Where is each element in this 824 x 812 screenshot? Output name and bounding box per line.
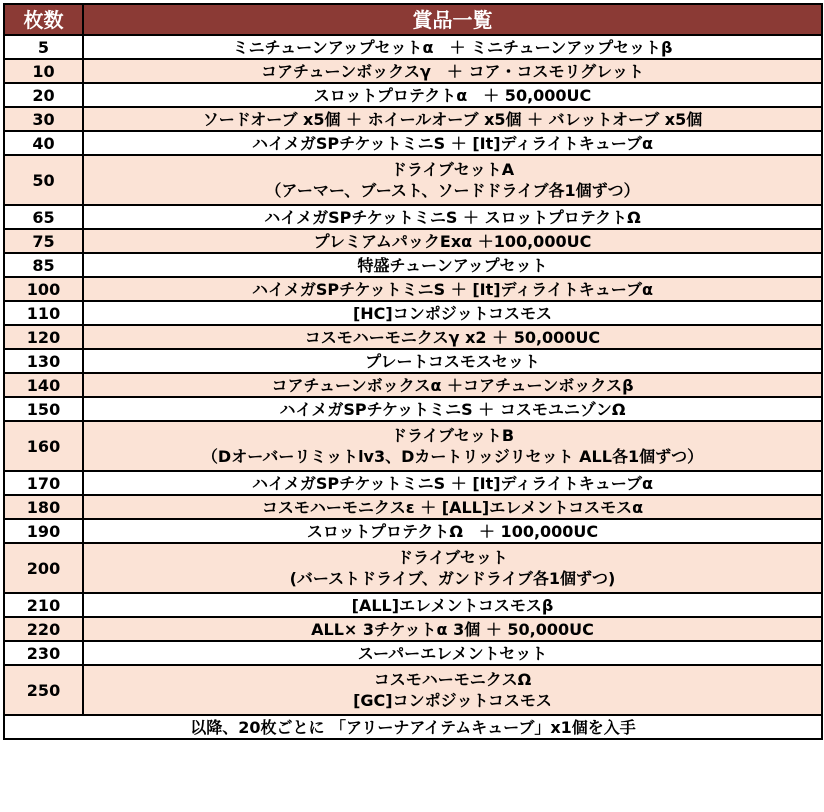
prize-cell bbox=[83, 397, 822, 421]
count-cell: 230 bbox=[4, 641, 83, 665]
prize-text: スロットプロテクトΩ ＋ 100,000UC bbox=[306, 521, 599, 541]
prize-cell bbox=[83, 421, 822, 471]
table-row bbox=[4, 373, 822, 397]
prize-text: コアチューンボックスα ＋コアチューンボックスβ bbox=[271, 375, 634, 395]
prize-text: プレートコスモスセット bbox=[365, 351, 540, 371]
prize-text: ハイメガSPチケットミニS ＋ コスモユニゾンΩ bbox=[279, 399, 626, 419]
prize-cell bbox=[83, 131, 822, 155]
count-cell: 150 bbox=[4, 397, 83, 421]
count-cell: 5 bbox=[4, 35, 83, 59]
count-cell: 75 bbox=[4, 229, 83, 253]
prize-text: [ALL]エレメントコスモスβ bbox=[351, 595, 554, 615]
table-row bbox=[4, 131, 822, 155]
table-row bbox=[4, 205, 822, 229]
prize-cell bbox=[83, 325, 822, 349]
prize-cell bbox=[83, 205, 822, 229]
table-row bbox=[4, 325, 822, 349]
prize-cell bbox=[83, 155, 822, 205]
count-cell: 180 bbox=[4, 495, 83, 519]
prize-cell bbox=[83, 301, 822, 325]
prize-text: [GC]コンポジットコスモス bbox=[353, 691, 552, 710]
count-cell: 220 bbox=[4, 617, 83, 641]
prize-text: コアチューンボックスγ ＋ コア・コスモリグレット bbox=[260, 61, 645, 81]
prize-cell bbox=[83, 471, 822, 495]
prize-cell bbox=[83, 59, 822, 83]
count-cell: 30 bbox=[4, 107, 83, 131]
count-cell: 65 bbox=[4, 205, 83, 229]
table-row bbox=[4, 301, 822, 325]
prize-text: スーパーエレメントセット bbox=[357, 643, 548, 663]
count-cell: 170 bbox=[4, 471, 83, 495]
table-row bbox=[4, 665, 822, 715]
prize-text: [HC]コンポジットコスモス bbox=[352, 303, 553, 323]
table-row bbox=[4, 543, 822, 593]
table-row bbox=[4, 397, 822, 421]
header-prize-list: 賞品一覧 bbox=[83, 4, 822, 35]
count-cell: 120 bbox=[4, 325, 83, 349]
table-row bbox=[4, 35, 822, 59]
prize-cell bbox=[83, 253, 822, 277]
table-header-row bbox=[4, 4, 822, 35]
prize-cell bbox=[83, 495, 822, 519]
count-cell: 85 bbox=[4, 253, 83, 277]
table-row bbox=[4, 593, 822, 617]
count-cell: 190 bbox=[4, 519, 83, 543]
table-row bbox=[4, 229, 822, 253]
table-row bbox=[4, 641, 822, 665]
count-cell: 140 bbox=[4, 373, 83, 397]
count-cell: 20 bbox=[4, 83, 83, 107]
prize-cell bbox=[83, 617, 822, 641]
table-row bbox=[4, 421, 822, 471]
prize-cell bbox=[83, 543, 822, 593]
prize-text: ハイメガSPチケットミニS ＋ [It]ディライトキューブα bbox=[252, 279, 653, 299]
prize-text: ドライブセットA bbox=[390, 160, 515, 179]
table-row bbox=[4, 83, 822, 107]
prize-table bbox=[3, 3, 823, 740]
table-row bbox=[4, 277, 822, 301]
prize-cell bbox=[83, 83, 822, 107]
prize-text: ソードオーブ x5個 ＋ ホイールオーブ x5個 ＋ バレットオーブ x5個 bbox=[202, 109, 703, 129]
prize-cell bbox=[83, 35, 822, 59]
prize-cell bbox=[83, 229, 822, 253]
prize-text: （アーマー、ブースト、ソードドライブ各1個ずつ） bbox=[265, 181, 640, 200]
prize-table-container bbox=[3, 3, 821, 740]
prize-text: ドライブセットB bbox=[390, 426, 515, 445]
table-row bbox=[4, 617, 822, 641]
count-cell: 10 bbox=[4, 59, 83, 83]
footer-note: 以降、20枚ごとに 「アリーナアイテムキューブ」x1個を入手 bbox=[4, 715, 822, 739]
prize-text: コスモハーモニクスΩ bbox=[373, 670, 532, 689]
prize-text: プレミアムパックExα ＋100,000UC bbox=[313, 231, 592, 251]
prize-text: コスモハーモニクスγ x2 ＋ 50,000UC bbox=[304, 327, 601, 347]
count-cell: 50 bbox=[4, 155, 83, 205]
prize-text: ハイメガSPチケットミニS ＋ [It]ディライトキューブα bbox=[252, 133, 653, 153]
prize-cell bbox=[83, 593, 822, 617]
prize-cell bbox=[83, 641, 822, 665]
count-cell: 160 bbox=[4, 421, 83, 471]
table-row bbox=[4, 107, 822, 131]
count-cell: 110 bbox=[4, 301, 83, 325]
prize-cell bbox=[83, 107, 822, 131]
count-cell: 250 bbox=[4, 665, 83, 715]
table-row bbox=[4, 349, 822, 373]
table-row bbox=[4, 59, 822, 83]
prize-text: 特盛チューンアップセット bbox=[357, 255, 548, 275]
count-cell: 130 bbox=[4, 349, 83, 373]
prize-cell bbox=[83, 277, 822, 301]
table-row bbox=[4, 471, 822, 495]
prize-cell bbox=[83, 349, 822, 373]
table-row bbox=[4, 495, 822, 519]
prize-cell bbox=[83, 373, 822, 397]
table-row bbox=[4, 253, 822, 277]
table-row bbox=[4, 519, 822, 543]
count-cell: 40 bbox=[4, 131, 83, 155]
header-count: 枚数 bbox=[4, 4, 83, 35]
count-cell: 100 bbox=[4, 277, 83, 301]
table-row bbox=[4, 155, 822, 205]
prize-text: ALL× 3チケットα 3個 ＋ 50,000UC bbox=[311, 619, 594, 639]
table-footer-row bbox=[4, 715, 822, 739]
prize-text: (バーストドライブ、ガンドライブ各1個ずつ) bbox=[289, 569, 616, 588]
count-cell: 210 bbox=[4, 593, 83, 617]
prize-text: コスモハーモニクスε ＋ [ALL]エレメントコスモスα bbox=[261, 497, 644, 517]
prize-text: ドライブセット bbox=[397, 548, 508, 567]
prize-cell bbox=[83, 519, 822, 543]
prize-text: （Dオーバーリミットlv3、Dカートリッジリセット ALL各1個ずつ） bbox=[201, 447, 704, 466]
prize-text: ハイメガSPチケットミニS ＋ [It]ディライトキューブα bbox=[252, 473, 653, 493]
table-body bbox=[4, 35, 822, 715]
prize-text: スロットプロテクトα ＋ 50,000UC bbox=[313, 85, 592, 105]
prize-text: ミニチューンアップセットα ＋ ミニチューンアップセットβ bbox=[232, 37, 673, 57]
prize-text: ハイメガSPチケットミニS ＋ スロットプロテクトΩ bbox=[264, 207, 641, 227]
count-cell: 200 bbox=[4, 543, 83, 593]
prize-cell bbox=[83, 665, 822, 715]
